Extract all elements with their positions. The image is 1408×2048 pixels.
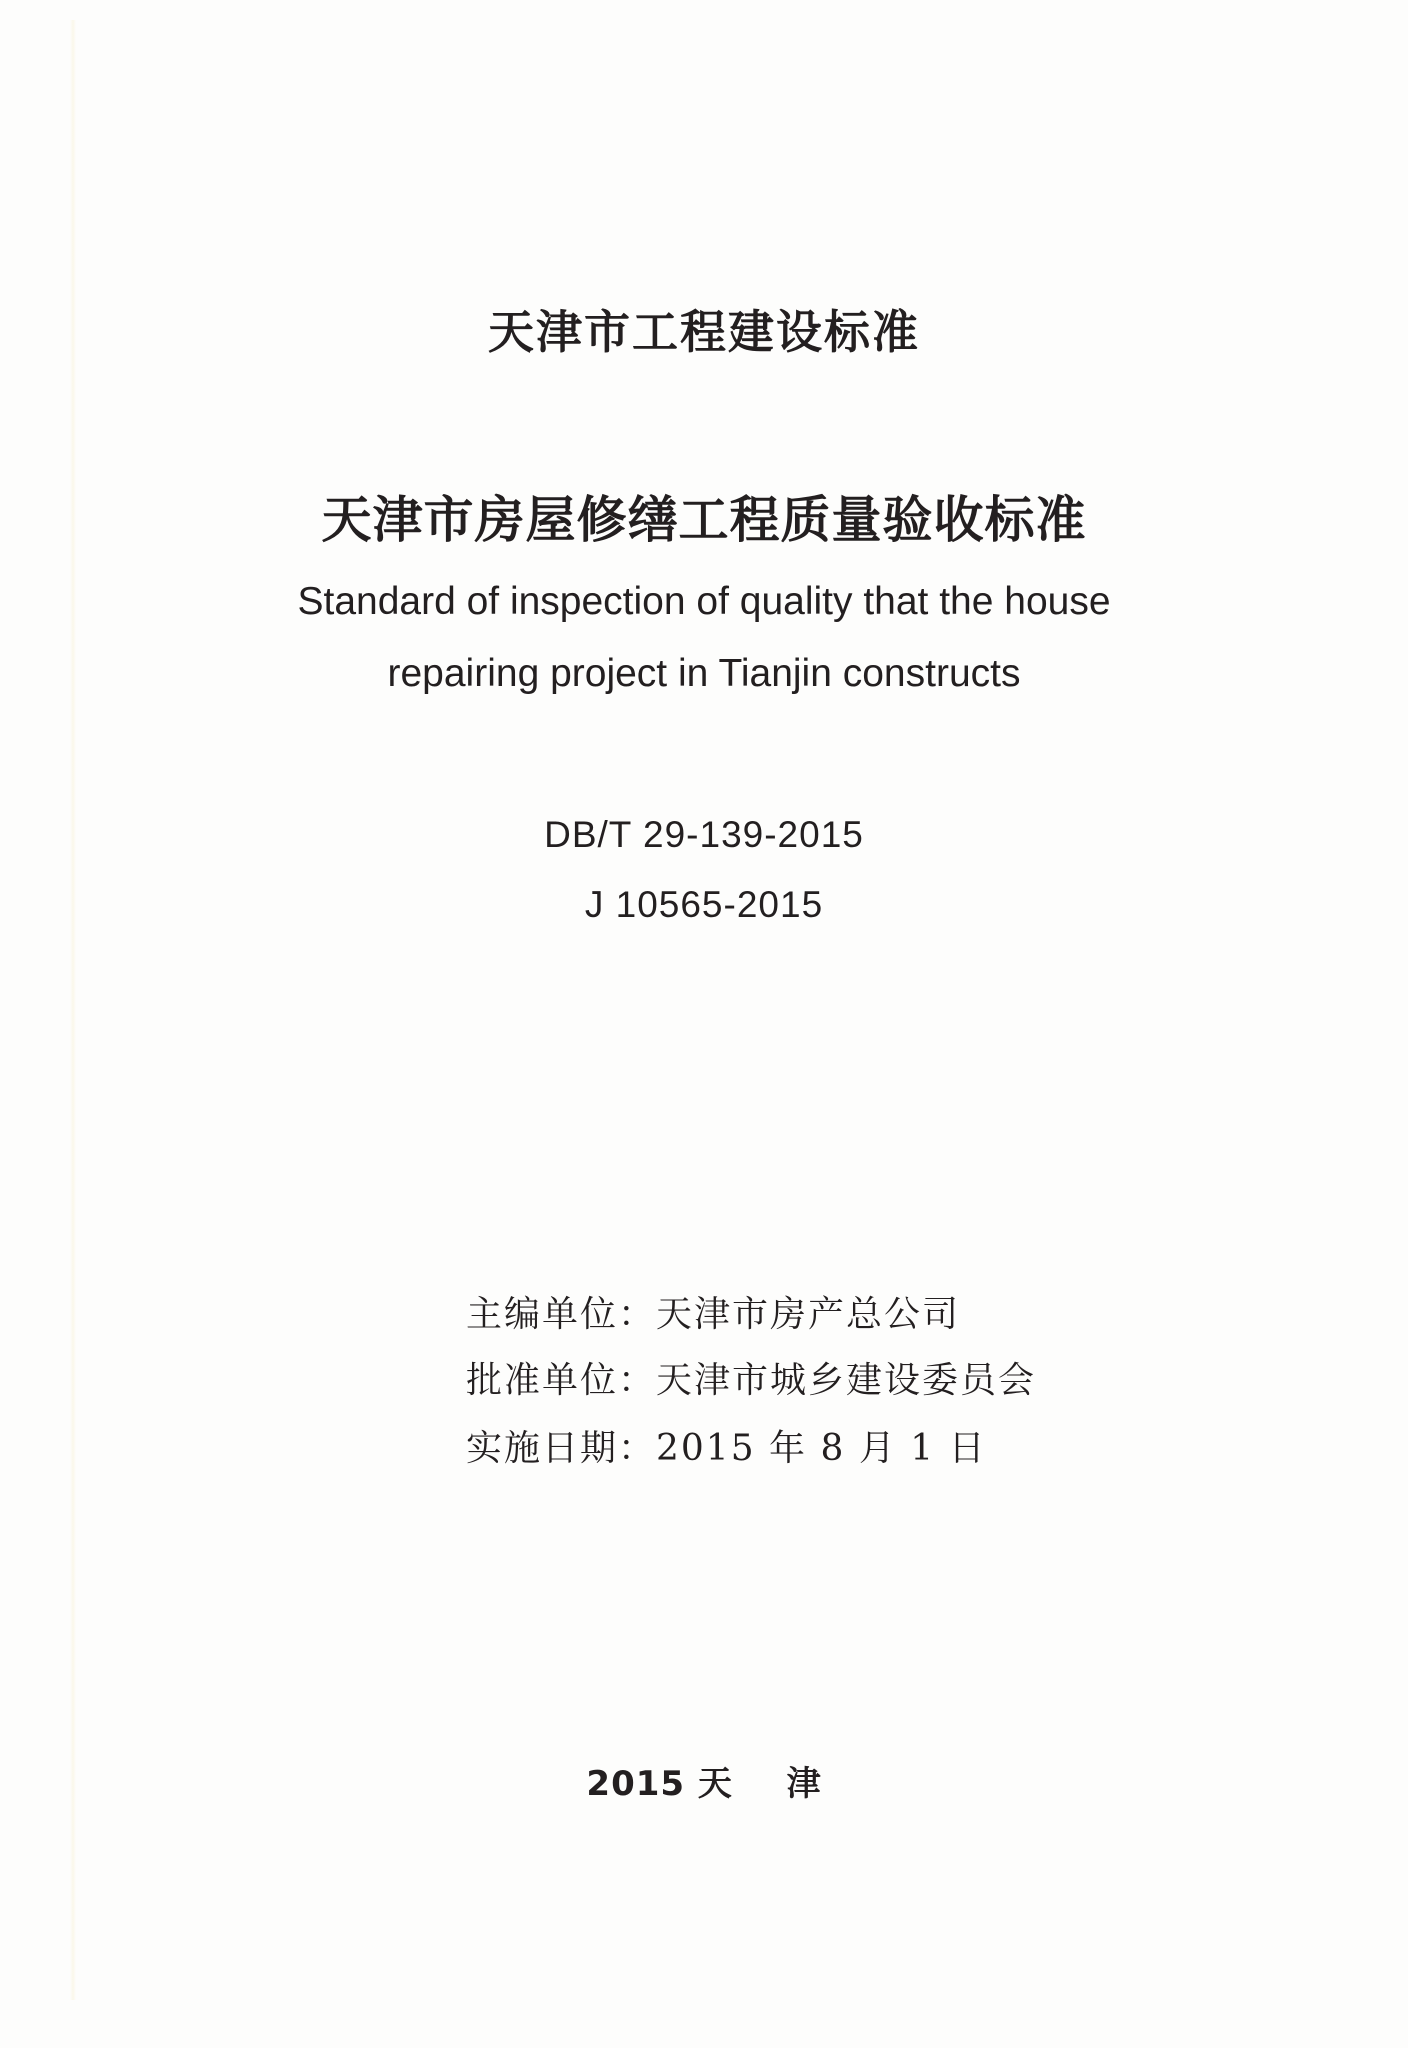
main-title: 天津市房屋修缮工程质量验收标准 [321, 491, 1087, 549]
standard-code: DB/T 29-139-2015 [544, 814, 864, 855]
imprint-year: 2015 [586, 1764, 686, 1804]
record-code: J 10565-2015 [584, 884, 824, 925]
imprint-city-1: 天 [697, 1764, 733, 1804]
effective-date: 实施日期：2015 年 8 月 1 日 [466, 1428, 987, 1469]
imprint [0, 1756, 1408, 1805]
approval-unit: 批准单位：天津市城乡建设委员会 [466, 1360, 1037, 1401]
english-title-line2: repairing project in Tianjin constructs [387, 652, 1021, 695]
imprint-city-2: 津 [786, 1764, 822, 1804]
editor-unit: 主编单位：天津市房产总公司 [466, 1294, 961, 1335]
series-title: 天津市工程建设标准 [488, 305, 920, 359]
english-title-line1: Standard of inspection of quality that the house [297, 580, 1111, 623]
